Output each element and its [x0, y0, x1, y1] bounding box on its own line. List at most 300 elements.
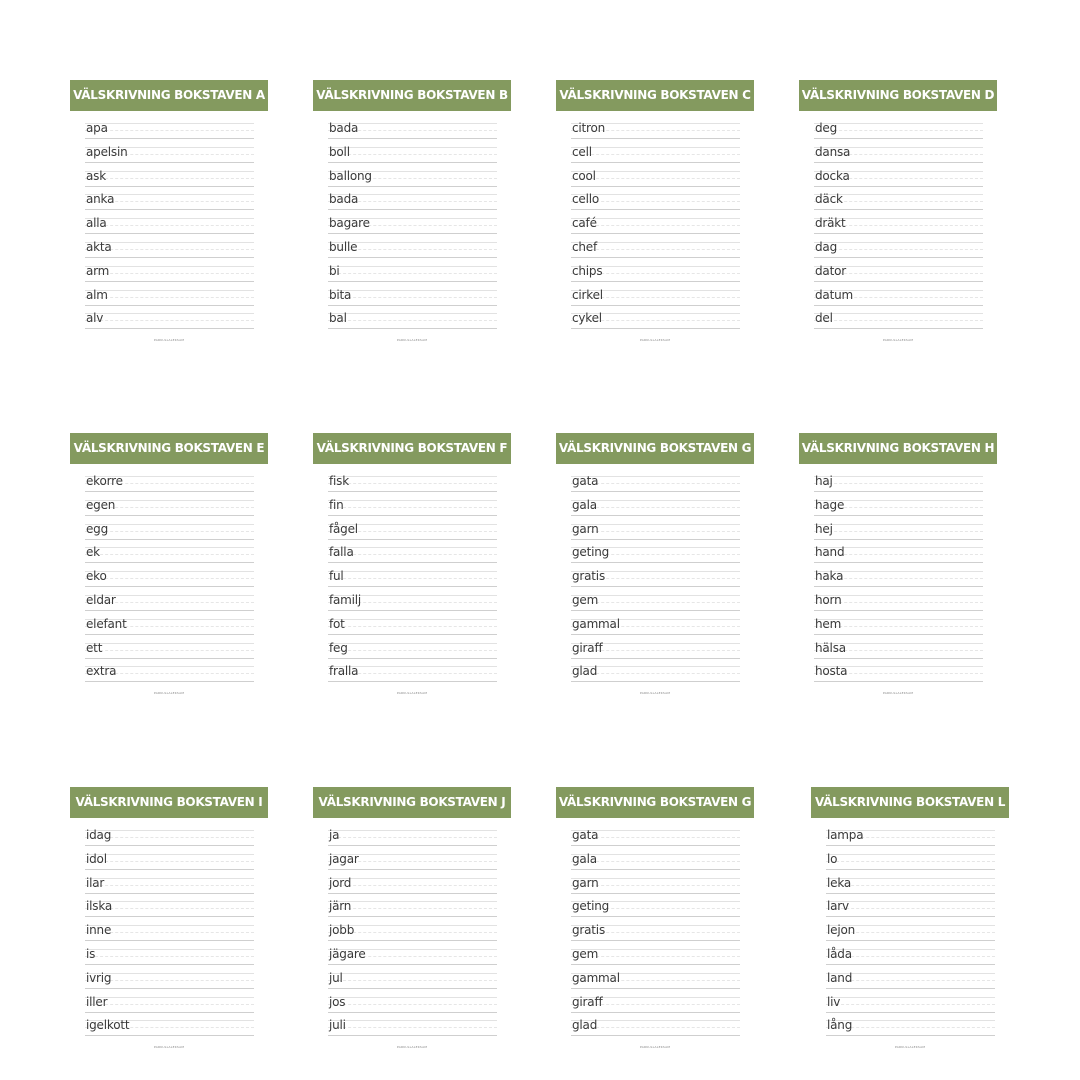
writing-line	[826, 851, 995, 875]
writing-line	[85, 875, 254, 899]
practice-word: lampa	[827, 828, 864, 842]
practice-word: hosta	[815, 664, 848, 679]
practice-word: geting	[572, 899, 610, 914]
ruled-lines	[85, 521, 254, 540]
practice-word: gammal	[572, 616, 620, 631]
writing-line	[571, 263, 740, 287]
practice-word: haka	[815, 569, 844, 584]
writing-line	[328, 544, 497, 568]
practice-word: ett	[86, 640, 103, 655]
ruled-lines	[85, 123, 254, 139]
ruled-lines	[85, 640, 254, 659]
writing-line	[328, 239, 497, 263]
practice-word: del	[815, 311, 833, 326]
ruled-lines	[328, 313, 497, 329]
practice-word: boll	[329, 144, 350, 159]
practice-word: hem	[815, 616, 842, 631]
practice-word: bada	[329, 192, 359, 207]
practice-word: lejon	[827, 923, 855, 938]
practice-word: café	[572, 216, 597, 231]
writing-line	[571, 898, 740, 922]
practice-word: ivrig	[86, 970, 112, 985]
worksheet	[70, 80, 268, 342]
writing-line	[814, 215, 983, 239]
worksheet-footer: PARKULLALEKSAM	[639, 1045, 671, 1050]
practice-word: garn	[572, 521, 599, 536]
ruled-lines	[85, 571, 254, 587]
writing-line	[814, 544, 983, 568]
writing-line	[571, 994, 740, 1018]
practice-word: ekorre	[86, 474, 123, 488]
practice-word: jägare	[329, 946, 366, 961]
ruled-lines	[814, 476, 983, 492]
practice-word: larv	[827, 899, 849, 914]
writing-line	[814, 287, 983, 311]
ruled-lines	[328, 901, 497, 917]
writing-line	[328, 592, 497, 616]
practice-word: dator	[815, 263, 846, 278]
writing-line	[328, 287, 497, 311]
word-list	[85, 827, 254, 1041]
worksheet	[556, 433, 754, 695]
writing-line	[571, 922, 740, 946]
writing-line	[328, 640, 497, 664]
writing-line	[571, 827, 740, 851]
ruled-lines	[85, 218, 254, 234]
ruled-lines	[85, 875, 254, 894]
practice-word: dräkt	[815, 216, 846, 231]
writing-line	[328, 898, 497, 922]
practice-word: gratis	[572, 923, 605, 938]
worksheet-footer: PARKULLALEKSAM	[153, 691, 185, 696]
practice-word: ek	[86, 545, 100, 560]
practice-word: alla	[86, 216, 107, 231]
practice-word: jul	[329, 970, 343, 985]
ruled-lines	[826, 875, 995, 894]
practice-word: gala	[572, 851, 597, 866]
ruled-lines	[814, 313, 983, 329]
practice-word: glad	[572, 1018, 598, 1033]
writing-line	[85, 521, 254, 545]
practice-word: apa	[86, 121, 108, 135]
writing-line	[814, 310, 983, 334]
writing-line	[85, 898, 254, 922]
writing-line	[85, 215, 254, 239]
worksheet	[799, 80, 997, 342]
practice-word: eldar	[86, 592, 116, 607]
ruled-lines	[826, 994, 995, 1013]
worksheet-title: VÄLSKRIVNING BOKSTAVEN A	[70, 80, 268, 111]
writing-line	[328, 616, 497, 640]
practice-word: bulle	[329, 239, 358, 254]
ruled-lines	[85, 168, 254, 187]
ruled-lines	[328, 616, 497, 635]
ruled-lines	[826, 851, 995, 870]
practice-word: juli	[329, 1018, 346, 1033]
practice-word: ask	[86, 168, 106, 183]
practice-word: dag	[815, 239, 837, 254]
practice-word: lång	[827, 1018, 853, 1033]
worksheet-title: VÄLSKRIVNING BOKSTAVEN D	[799, 80, 997, 111]
writing-line	[85, 827, 254, 851]
worksheet-title: VÄLSKRIVNING BOKSTAVEN B	[313, 80, 511, 111]
practice-word: idag	[86, 828, 112, 842]
ruled-lines	[85, 851, 254, 870]
practice-word: gata	[572, 828, 599, 842]
writing-line	[328, 1017, 497, 1041]
writing-line	[826, 922, 995, 946]
word-list	[814, 120, 983, 334]
worksheet-footer: PARKULLALEKSAM	[882, 338, 914, 343]
ruled-lines	[328, 263, 497, 282]
practice-word: iller	[86, 994, 108, 1009]
practice-word: fin	[329, 497, 344, 512]
writing-line	[328, 946, 497, 970]
practice-word: chips	[572, 263, 603, 278]
worksheet-footer: PARKULLALEKSAM	[396, 338, 428, 343]
writing-line	[328, 994, 497, 1018]
word-list	[571, 473, 740, 687]
writing-line	[85, 1017, 254, 1041]
practice-word: ballong	[329, 168, 372, 183]
writing-line	[571, 616, 740, 640]
practice-word: gala	[572, 497, 597, 512]
practice-word: cello	[572, 192, 599, 207]
word-list	[85, 120, 254, 334]
worksheet	[313, 787, 511, 1049]
writing-line	[328, 663, 497, 687]
worksheet	[799, 433, 997, 695]
writing-line	[571, 310, 740, 334]
writing-line	[85, 946, 254, 970]
writing-line	[571, 544, 740, 568]
word-list	[571, 120, 740, 334]
practice-word: arm	[86, 263, 110, 278]
practice-word: järn	[329, 899, 352, 914]
ruled-lines	[85, 547, 254, 563]
practice-word: ful	[329, 569, 344, 584]
writing-line	[85, 994, 254, 1018]
practice-word: geting	[572, 545, 610, 560]
worksheet	[556, 787, 754, 1049]
practice-word: falla	[329, 545, 354, 560]
practice-word: alv	[86, 311, 104, 326]
practice-word: bagare	[329, 216, 370, 231]
ruled-lines	[571, 144, 740, 163]
writing-line	[85, 191, 254, 215]
practice-word: bita	[329, 287, 352, 302]
worksheet-footer: PARKULLALEKSAM	[153, 338, 185, 343]
worksheet-title: VÄLSKRIVNING BOKSTAVEN L	[811, 787, 1009, 818]
practice-word: hand	[815, 545, 845, 560]
writing-line	[328, 168, 497, 192]
practice-word: dansa	[815, 144, 851, 159]
practice-word: alm	[86, 287, 108, 302]
worksheet	[70, 433, 268, 695]
worksheet-title: VÄLSKRIVNING BOKSTAVEN I	[70, 787, 268, 818]
worksheet-title: VÄLSKRIVNING BOKSTAVEN H	[799, 433, 997, 464]
writing-line	[814, 592, 983, 616]
worksheet-title: VÄLSKRIVNING BOKSTAVEN C	[556, 80, 754, 111]
word-list	[571, 827, 740, 1041]
worksheet	[70, 787, 268, 1049]
practice-word: apelsin	[86, 144, 128, 159]
writing-line	[571, 663, 740, 687]
writing-line	[826, 898, 995, 922]
writing-line	[571, 875, 740, 899]
worksheet-title: VÄLSKRIVNING BOKSTAVEN E	[70, 433, 268, 464]
ruled-lines	[85, 287, 254, 306]
worksheet-footer: PARKULLALEKSAM	[153, 1045, 185, 1050]
writing-line	[571, 592, 740, 616]
practice-word: feg	[329, 640, 348, 655]
ruled-lines	[328, 875, 497, 894]
writing-line	[85, 239, 254, 263]
writing-line	[571, 120, 740, 144]
practice-word: datum	[815, 287, 853, 302]
ruled-lines	[85, 263, 254, 282]
writing-line	[328, 310, 497, 334]
writing-line	[328, 521, 497, 545]
writing-line	[328, 827, 497, 851]
word-list	[328, 120, 497, 334]
practice-word: bi	[329, 263, 340, 278]
writing-line	[814, 640, 983, 664]
writing-line	[85, 922, 254, 946]
writing-line	[328, 120, 497, 144]
worksheet-title: VÄLSKRIVNING BOKSTAVEN F	[313, 433, 511, 464]
writing-line	[571, 851, 740, 875]
writing-line	[571, 144, 740, 168]
practice-word: deg	[815, 121, 838, 135]
writing-line	[826, 994, 995, 1018]
worksheet-title: VÄLSKRIVNING BOKSTAVEN J	[313, 787, 511, 818]
practice-word: lo	[827, 851, 838, 866]
practice-word: låda	[827, 946, 852, 961]
writing-line	[571, 239, 740, 263]
writing-line	[826, 970, 995, 994]
writing-line	[814, 168, 983, 192]
writing-line	[814, 144, 983, 168]
word-list	[328, 473, 497, 687]
writing-line	[85, 310, 254, 334]
practice-word: cykel	[572, 311, 602, 326]
writing-line	[571, 970, 740, 994]
writing-line	[571, 946, 740, 970]
worksheet-footer: PARKULLALEKSAM	[639, 691, 671, 696]
ruled-lines	[85, 946, 254, 965]
ruled-lines	[328, 497, 497, 516]
writing-line	[85, 592, 254, 616]
practice-word: docka	[815, 168, 850, 183]
ruled-lines	[328, 830, 497, 846]
writing-line	[571, 521, 740, 545]
writing-line	[328, 875, 497, 899]
writing-line	[85, 640, 254, 664]
ruled-lines	[328, 994, 497, 1013]
practice-word: egg	[86, 521, 109, 536]
writing-line	[814, 616, 983, 640]
practice-word: land	[827, 970, 853, 985]
practice-word: gammal	[572, 970, 620, 985]
word-list	[814, 473, 983, 687]
practice-word: is	[86, 946, 96, 961]
writing-line	[85, 473, 254, 497]
writing-line	[85, 568, 254, 592]
practice-word: egen	[86, 497, 116, 512]
practice-word: familj	[329, 592, 362, 607]
writing-line	[814, 663, 983, 687]
writing-line	[826, 946, 995, 970]
practice-word: glad	[572, 664, 598, 679]
writing-line	[571, 640, 740, 664]
writing-line	[85, 287, 254, 311]
practice-word: anka	[86, 192, 115, 207]
worksheet	[313, 433, 511, 695]
practice-word: fågel	[329, 521, 358, 536]
practice-word: gem	[572, 946, 599, 961]
practice-word: chef	[572, 239, 598, 254]
word-list	[826, 827, 995, 1041]
worksheet-footer: PARKULLALEKSAM	[894, 1045, 926, 1050]
practice-word: horn	[815, 592, 842, 607]
practice-word: igelkott	[86, 1018, 130, 1033]
worksheet-title: VÄLSKRIVNING BOKSTAVEN G	[556, 787, 754, 818]
worksheet	[811, 787, 1009, 1049]
writing-line	[85, 851, 254, 875]
writing-line	[571, 191, 740, 215]
practice-word: inne	[86, 923, 112, 938]
writing-line	[814, 497, 983, 521]
writing-line	[328, 263, 497, 287]
practice-word: fralla	[329, 664, 359, 679]
writing-line	[328, 497, 497, 521]
writing-line	[814, 263, 983, 287]
writing-line	[826, 827, 995, 851]
ruled-lines	[571, 168, 740, 187]
practice-word: bal	[329, 311, 347, 326]
writing-line	[571, 168, 740, 192]
practice-word: ilar	[86, 875, 105, 890]
ruled-lines	[328, 144, 497, 163]
writing-line	[814, 568, 983, 592]
writing-line	[571, 473, 740, 497]
writing-line	[571, 568, 740, 592]
practice-word: fot	[329, 616, 345, 631]
worksheet-footer: PARKULLALEKSAM	[882, 691, 914, 696]
practice-word: jobb	[329, 923, 355, 938]
practice-word: citron	[572, 121, 606, 135]
writing-line	[814, 473, 983, 497]
writing-line	[814, 191, 983, 215]
ruled-lines	[328, 571, 497, 587]
ruled-lines	[826, 901, 995, 917]
practice-word: däck	[815, 192, 843, 207]
writing-line	[826, 1017, 995, 1041]
writing-line	[85, 263, 254, 287]
practice-word: giraff	[572, 994, 603, 1009]
practice-word: gratis	[572, 569, 605, 584]
practice-word: jos	[329, 994, 346, 1009]
writing-line	[328, 473, 497, 497]
writing-line	[328, 568, 497, 592]
ruled-lines	[85, 994, 254, 1013]
writing-line	[85, 120, 254, 144]
writing-line	[814, 120, 983, 144]
ruled-lines	[85, 313, 254, 329]
writing-line	[328, 215, 497, 239]
practice-word: ilska	[86, 899, 113, 914]
practice-word: akta	[86, 239, 112, 254]
practice-word: liv	[827, 994, 841, 1009]
word-list	[328, 827, 497, 1041]
practice-word: haj	[815, 474, 833, 488]
writing-line	[85, 663, 254, 687]
writing-line	[85, 970, 254, 994]
writing-line	[571, 1017, 740, 1041]
ruled-lines	[328, 640, 497, 659]
practice-word: idol	[86, 851, 107, 866]
practice-word: hej	[815, 521, 833, 536]
writing-line	[814, 521, 983, 545]
practice-word: cell	[572, 144, 592, 159]
practice-word: extra	[86, 664, 117, 679]
worksheet-footer: PARKULLALEKSAM	[396, 1045, 428, 1050]
ruled-lines	[328, 476, 497, 492]
writing-line	[85, 168, 254, 192]
practice-word: gata	[572, 474, 599, 488]
writing-line	[85, 544, 254, 568]
worksheet-title: VÄLSKRIVNING BOKSTAVEN G	[556, 433, 754, 464]
writing-line	[571, 287, 740, 311]
practice-word: ja	[329, 828, 340, 842]
ruled-lines	[814, 239, 983, 258]
writing-line	[826, 875, 995, 899]
worksheet-footer: PARKULLALEKSAM	[639, 338, 671, 343]
practice-word: bada	[329, 121, 359, 135]
writing-line	[328, 191, 497, 215]
ruled-lines	[814, 521, 983, 540]
practice-word: cool	[572, 168, 596, 183]
worksheet-footer: PARKULLALEKSAM	[396, 691, 428, 696]
ruled-lines	[328, 1020, 497, 1036]
worksheet	[313, 80, 511, 342]
practice-word: hage	[815, 497, 845, 512]
practice-word: garn	[572, 875, 599, 890]
ruled-lines	[814, 123, 983, 139]
writing-line	[85, 144, 254, 168]
writing-line	[85, 616, 254, 640]
practice-word: giraff	[572, 640, 603, 655]
writing-line	[814, 239, 983, 263]
writing-line	[328, 851, 497, 875]
practice-word: jagar	[329, 851, 359, 866]
ruled-lines	[328, 970, 497, 989]
writing-line	[571, 497, 740, 521]
practice-word: elefant	[86, 616, 127, 631]
practice-word: eko	[86, 569, 107, 584]
practice-word: gem	[572, 592, 599, 607]
worksheet	[556, 80, 754, 342]
practice-word: jord	[329, 875, 352, 890]
practice-word: fisk	[329, 474, 349, 488]
writing-line	[85, 497, 254, 521]
ruled-lines	[328, 287, 497, 306]
practice-word: cirkel	[572, 287, 603, 302]
writing-line	[571, 215, 740, 239]
writing-line	[328, 922, 497, 946]
writing-line	[328, 970, 497, 994]
